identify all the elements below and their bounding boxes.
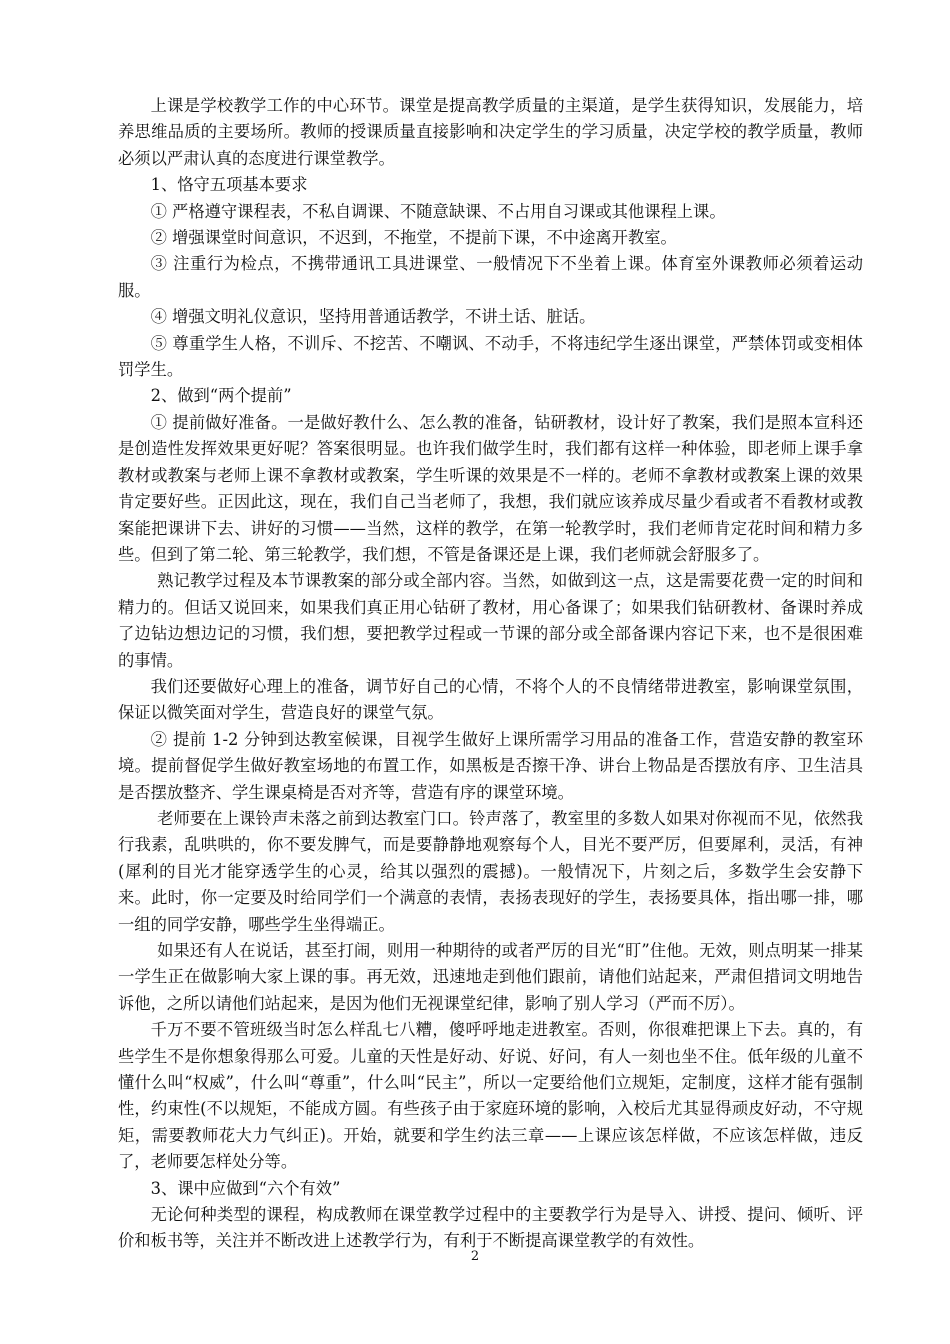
paragraph: 如果还有人在说话，甚至打闹，则用一种期待的或者严厉的目光“盯”住他。无效，则点明某一排某一学生正在做影响大家上课的事。再无效，迅速地走到他们跟前，请他们站起来，严肃但措词文明地告诉他，之所以请他们站起来，是因为他们无视课堂纪律，影响了别人学习（严而不厉）。 (118, 941, 863, 1013)
heading-two-advances: 2、做到“两个提前” (150, 386, 292, 406)
paragraph-intro: 上课是学校教学工作的中心环节。课堂是提高教学质量的主渠道，是学生获得知识，发展能力，培养思维品质的主要场所。教师的授课质量直接影响和决定学生的学习质量，决定学校的教学质量，教师必须以严肃认真的态度进行课堂教学。 (118, 96, 863, 168)
heading-five-requirements: 1、恪守五项基本要求 (150, 175, 308, 195)
paragraph: ① 提前做好准备。一是做好教什么、怎么教的准备，钻研教材，设计好了教案，我们是照本宣科还是创造性发挥效果更好呢？答案很明显。也许我们做学生时，我们都有这样一种体验，即老师上课手拿教材或教案与老师上课不拿教材或教案，学生听课的效果是不一样的。老师不拿教材或教案上课的效果肯定要好些。正因此这，现在，我们自己当老师了，我想，我们就应该养成尽量少看或者不看教材或教案能把课讲下去、讲好的习惯——当然，这样的教学，在第一轮教学时，我们老师肯定花时间和精力多些。但到了第二轮、第三轮教学，我们想，不管是备课还是上课，我们老师就会舒服多了。 (118, 412, 863, 564)
body-text (118, 93, 863, 1255)
list-item: ⑤ 尊重学生人格，不训斥、不挖苦、不嘲讽、不动手，不将违纪学生逐出课堂，严禁体罚或变相体罚学生。 (118, 333, 863, 380)
paragraph: 无论何种类型的课程，构成教师在课堂教学过程中的主要教学行为是导入、讲授、提问、倾听、评价和板书等，关注并不断改进上述教学行为，有利于不断提高课堂教学的有效性。 (118, 1205, 863, 1251)
paragraph: 千万不要不管班级当时怎么样乱七八糟，傻呼呼地走进教室。否则，你很难把课上下去。真的，有些学生不是你想象得那么可爱。儿童的天性是好动、好说、好问，有人一刻也坐不住。低年级的儿童不懂什么叫“权威”，什么叫“尊重”，什么叫“民主”，所以一定要给他们立规矩，定制度，这样才能有强制性，约束性(不以规矩，不能成方圆。有些孩子由于家庭环境的影响，入校后尤其显得顽皮好动，不守规矩，需要教师花大力气纠正)。开始，就要和学生约法三章——上课应该怎样做，不应该怎样做，违反了，老师要怎样处分等。 (118, 1020, 863, 1172)
paragraph: 我们还要做好心理上的准备，调节好自己的心情，不将个人的不良情绪带进教室，影响课堂氛围，保证以微笑面对学生，营造良好的课堂气氛。 (118, 676, 863, 723)
list-item: ② 增强课堂时间意识，不迟到，不拖堂，不提前下课，不中途离开教室。 (150, 228, 677, 248)
page-number: 2 (470, 1249, 480, 1264)
list-item: ④ 增强文明礼仪意识，坚持用普通话教学，不讲土话、脏话。 (150, 307, 596, 327)
paragraph: ② 提前 1-2 分钟到达教室候课，目视学生做好上课所需学习用品的准备工作，营造安静的教室环境。提前督促学生做好教室场地的布置工作，如黑板是否擦干净、讲台上物品是否摆放有序、卫生洁具是否摆放整齐、学生课桌椅是否对齐等，营造有序的课堂环境。 (118, 729, 863, 802)
paragraph: 熟记教学过程及本节课教案的部分或全部内容。当然，如做到这一点，这是需要花费一定的时间和精力的。但话又说回来，如果我们真正用心钻研了教材，用心备课了；如果我们钻研教材、备课时养成了边钻边想边记的习惯，我们想，要把教学过程或一节课的部分或全部备课内容记下来，也不是很困难的事情。 (118, 571, 863, 670)
list-item: ① 严格遵守课程表，不私自调课、不随意缺课、不占用自习课或其他课程上课。 (150, 201, 726, 221)
paragraph: 老师要在上课铃声未落之前到达教室门口。铃声落了，教室里的多数人如果对你视而不见，依然我行我素，乱哄哄的，你不要发脾气，而是要静静地观察每个人，目光不要严厉，但要犀利，灵活，有神(犀利的目光才能穿透学生的心灵，给其以强烈的震撼)。一般情况下，片刻之后，多数学生会安静下来。此时，你一定要及时给同学们一个满意的表情，表扬表现好的学生，表扬要具体，指出哪一排，哪一组的同学安静，哪些学生坐得端正。 (118, 808, 863, 934)
list-item: ③ 注重行为检点，不携带通讯工具进课堂、一般情况下不坐着上课。体育室外课教师必须着运动服。 (118, 254, 863, 300)
heading-six-effective: 3、课中应做到“六个有效” (150, 1178, 341, 1198)
